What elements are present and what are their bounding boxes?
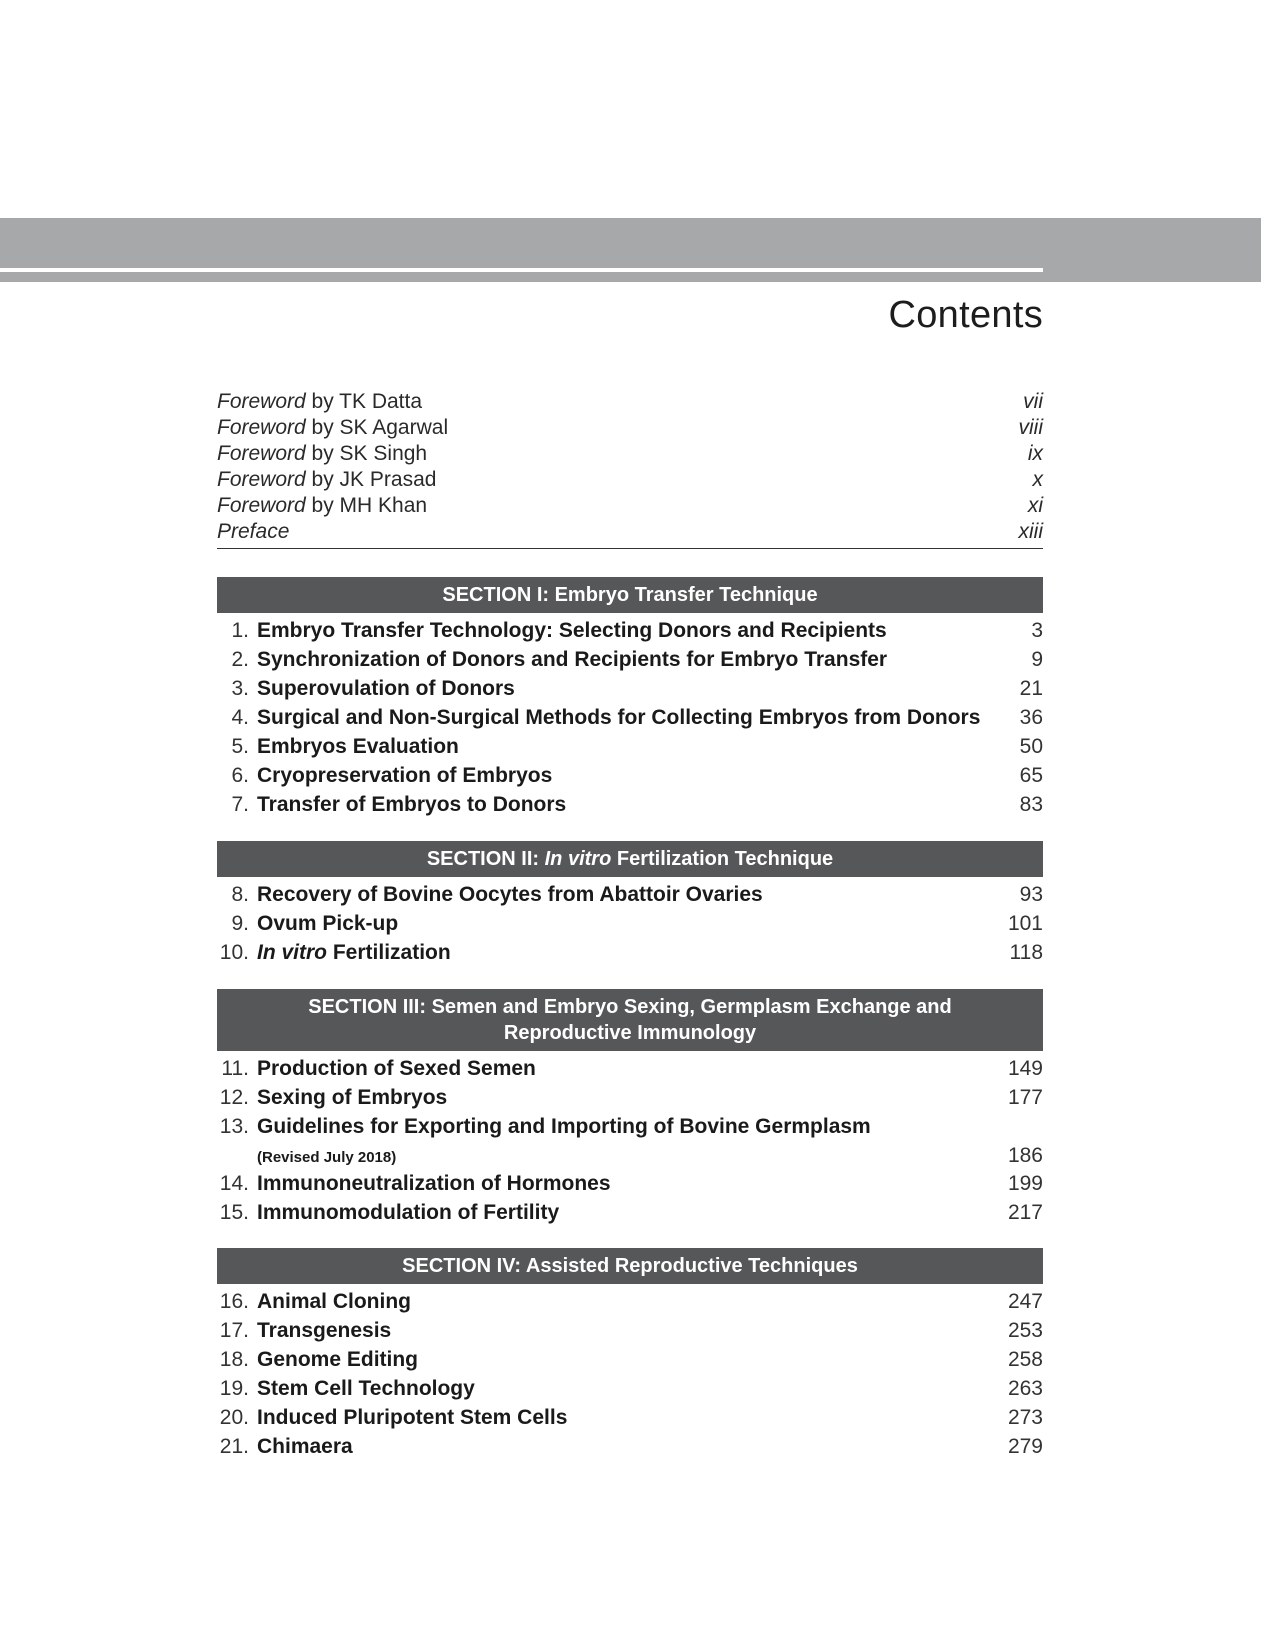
chapter-entry[interactable]: 18. Genome Editing 258 bbox=[219, 1348, 1043, 1371]
chapter-title: Recovery of Bovine Oocytes from Abattoir Ovaries bbox=[257, 883, 763, 906]
chapter-title: Sexing of Embryos bbox=[257, 1086, 448, 1109]
page-number: 101 bbox=[1007, 912, 1043, 935]
page-number: 273 bbox=[1007, 1406, 1043, 1429]
front-matter-item[interactable] bbox=[217, 416, 1043, 442]
front-matter-label: Foreword by MH Khan bbox=[217, 494, 428, 517]
section-heading: SECTION III: Semen and Embryo Sexing, Germplasm Exchange and Reproductive Immunology bbox=[217, 989, 1043, 1051]
page-number: 253 bbox=[1007, 1319, 1043, 1342]
page-number: x bbox=[1032, 468, 1043, 491]
chapter-entry[interactable]: 14. Immunoneutralization of Hormones 199 bbox=[219, 1172, 1043, 1195]
section-heading: SECTION I: Embryo Transfer Technique bbox=[217, 577, 1043, 613]
chapter-entry[interactable]: 17. Transgenesis 253 bbox=[219, 1319, 1043, 1342]
section-4 bbox=[217, 1248, 1043, 1464]
chapter-title: Cryopreservation of Embryos bbox=[257, 764, 553, 787]
page-number: xiii bbox=[1018, 520, 1043, 543]
front-matter-label: Foreword by JK Prasad bbox=[217, 468, 437, 491]
page-number: vii bbox=[1023, 390, 1043, 413]
front-matter-list bbox=[217, 390, 1043, 549]
chapter-entry[interactable]: 12. Sexing of Embryos 177 bbox=[219, 1086, 1043, 1109]
chapter-entry[interactable]: 1. Embryo Transfer Technology: Selecting Donors and Recipients 3 bbox=[231, 619, 1043, 642]
chapter-title: Stem Cell Technology bbox=[257, 1377, 475, 1400]
chapter-entry[interactable]: 7. Transfer of Embryos to Donors 83 bbox=[231, 793, 1043, 816]
chapter-title: Immunoneutralization of Hormones bbox=[257, 1172, 611, 1195]
page-number: 247 bbox=[1007, 1290, 1043, 1313]
page-number: 83 bbox=[1019, 793, 1043, 816]
front-matter-label: Preface bbox=[217, 520, 290, 543]
page-number: 21 bbox=[1019, 677, 1043, 700]
page-number: 263 bbox=[1007, 1377, 1043, 1400]
chapter-title: Ovum Pick-up bbox=[257, 912, 399, 935]
chapter-entry[interactable]: 20. Induced Pluripotent Stem Cells 273 bbox=[219, 1406, 1043, 1429]
chapter-title: Genome Editing bbox=[257, 1348, 419, 1371]
section-1 bbox=[217, 577, 1043, 822]
chapter-title: Transgenesis bbox=[257, 1319, 392, 1342]
chapter-title: Production of Sexed Semen bbox=[257, 1057, 536, 1080]
chapter-entry[interactable]: 15. Immunomodulation of Fertility 217 bbox=[219, 1201, 1043, 1224]
chapter-title: Animal Cloning bbox=[257, 1290, 411, 1313]
page-number: 258 bbox=[1007, 1348, 1043, 1371]
page-number: 118 bbox=[1009, 941, 1043, 964]
page-number: 177 bbox=[1007, 1086, 1043, 1109]
page-number: 149 bbox=[1007, 1057, 1043, 1080]
chapter-note: (Revised July 2018) bbox=[257, 1149, 397, 1166]
chapter-title: Embryo Transfer Technology: Selecting Donors and Recipients bbox=[257, 619, 887, 642]
page-number: 199 bbox=[1007, 1172, 1043, 1195]
chapter-title: Immunomodulation of Fertility bbox=[257, 1201, 560, 1224]
page-number: xi bbox=[1027, 494, 1043, 517]
page-number: viii bbox=[1018, 416, 1043, 439]
chapter-entry[interactable]: 2. Synchronization of Donors and Recipients for Embryo Transfer 9 bbox=[231, 648, 1043, 671]
page-number: 217 bbox=[1007, 1201, 1043, 1224]
chapter-entry[interactable]: 9. Ovum Pick-up 101 bbox=[231, 912, 1043, 935]
page-title: Contents bbox=[888, 294, 1043, 336]
front-matter-item[interactable] bbox=[217, 494, 1043, 520]
chapter-entry[interactable]: 13. Guidelines for Exporting and Importing of Bovine Germplasm bbox=[217, 1115, 1043, 1144]
chapter-title: In vitro Fertilization bbox=[257, 941, 451, 964]
header-rule bbox=[0, 268, 1043, 272]
page-number: 93 bbox=[1019, 883, 1043, 906]
chapter-title: Transfer of Embryos to Donors bbox=[257, 793, 567, 816]
section-heading: SECTION II: In vitro Fertilization Technique bbox=[217, 841, 1043, 877]
page-number: 9 bbox=[1031, 648, 1043, 671]
front-matter-item[interactable] bbox=[217, 390, 1043, 416]
chapter-title: Induced Pluripotent Stem Cells bbox=[257, 1406, 568, 1429]
section-heading: SECTION IV: Assisted Reproductive Techniques bbox=[217, 1248, 1043, 1284]
page-number: 50 bbox=[1019, 735, 1043, 758]
chapter-title: Embryos Evaluation bbox=[257, 735, 459, 758]
page-number: 65 bbox=[1019, 764, 1043, 787]
chapter-entry[interactable]: 4. Surgical and Non-Surgical Methods for Collecting Embryos from Donors 36 bbox=[231, 706, 1043, 729]
chapter-entry[interactable]: 19. Stem Cell Technology 263 bbox=[219, 1377, 1043, 1400]
section-3 bbox=[217, 989, 1043, 1230]
chapter-title: Synchronization of Donors and Recipients for Embryo Transfer bbox=[257, 648, 888, 671]
page-number: 279 bbox=[1007, 1435, 1043, 1458]
front-matter-item[interactable] bbox=[217, 468, 1043, 494]
chapter-entry[interactable]: 16. Animal Cloning 247 bbox=[219, 1290, 1043, 1313]
chapter-title: Superovulation of Donors bbox=[257, 677, 515, 700]
page-number: ix bbox=[1027, 442, 1043, 465]
chapter-entry[interactable]: 11. Production of Sexed Semen 149 bbox=[221, 1057, 1043, 1080]
chapter-entry[interactable]: 8. Recovery of Bovine Oocytes from Abattoir Ovaries 93 bbox=[231, 883, 1043, 906]
front-matter-label: Foreword by SK Singh bbox=[217, 442, 428, 465]
section-2 bbox=[217, 841, 1043, 970]
chapter-entry[interactable]: 6. Cryopreservation of Embryos 65 bbox=[231, 764, 1043, 787]
chapter-entry[interactable]: 3. Superovulation of Donors 21 bbox=[231, 677, 1043, 700]
front-matter-item[interactable] bbox=[217, 442, 1043, 468]
front-matter-item[interactable] bbox=[217, 520, 1043, 546]
front-matter-label: Foreword by TK Datta bbox=[217, 390, 423, 413]
chapter-entry[interactable]: 10. In vitro Fertilization 118 bbox=[219, 941, 1043, 964]
header-band bbox=[0, 218, 1261, 282]
page-number: 36 bbox=[1019, 706, 1043, 729]
chapter-entry[interactable]: 21. Chimaera 279 bbox=[219, 1435, 1043, 1458]
chapter-title: Chimaera bbox=[257, 1435, 353, 1458]
page-number: 186 bbox=[1007, 1144, 1043, 1167]
page-number: 3 bbox=[1031, 619, 1043, 642]
chapter-entry[interactable]: 5. Embryos Evaluation 50 bbox=[231, 735, 1043, 758]
chapter-title: Guidelines for Exporting and Importing of Bovine Germplasm bbox=[257, 1115, 871, 1138]
chapter-title: Surgical and Non-Surgical Methods for Collecting Embryos from Donors bbox=[257, 706, 981, 729]
chapter-subline bbox=[217, 1144, 1043, 1172]
front-matter-label: Foreword by SK Agarwal bbox=[217, 416, 449, 439]
